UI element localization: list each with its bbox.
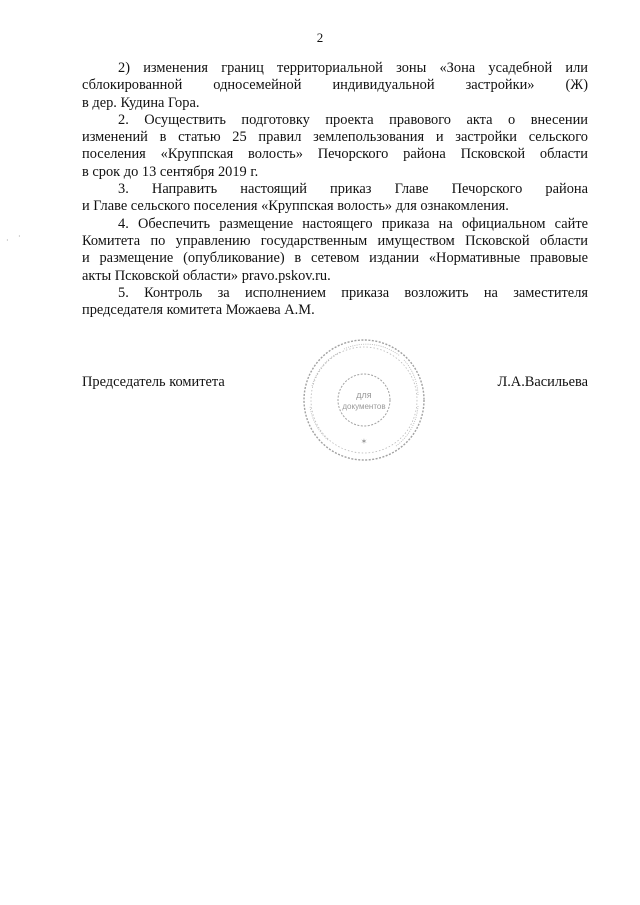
stamp-center-text: документов <box>342 402 386 411</box>
signatory-name: Л.А.Васильева <box>497 374 588 390</box>
text-line: и Главе сельского поселения «Круппская волость» для ознакомления. <box>82 198 509 215</box>
paragraph-item-2-subitem <box>82 60 588 112</box>
text-line: изменений в статью 25 правил землепользования и застройки сельского <box>82 129 588 146</box>
page-number: 2 <box>316 30 324 45</box>
text-line: 5. Контроль за исполнением приказа возложить на заместителя <box>118 284 588 301</box>
text-line: поселения «Круппская волость» Печорского района Псковской области <box>82 146 588 163</box>
text-line: 3. Направить настоящий приказ Главе Печорского района <box>118 181 588 198</box>
text-line: и размещение (опубликование) в сетевом издании «Нормативные правовые <box>82 250 588 267</box>
document-body <box>82 60 588 319</box>
paragraph-item-2 <box>82 112 588 181</box>
text-line: в срок до 13 сентября 2019 г. <box>82 163 259 180</box>
text-line: 2. Осуществить подготовку проекта правового акта о внесении <box>118 111 588 128</box>
text-line: председателя комитета Можаева А.М. <box>82 302 315 319</box>
text-line: 4. Обеспечить размещение настоящего приказа на официальном сайте <box>118 215 588 232</box>
text-line: 2) изменения границ территориальной зоны «Зона усадебной или <box>118 60 588 76</box>
text-line: акты Псковской области» pravo.pskov.ru. <box>82 267 331 284</box>
stamp-star: ✶ <box>360 437 368 446</box>
official-stamp <box>300 336 428 464</box>
text-line: Комитета по управлению государственным имуществом Псковской области <box>82 232 588 249</box>
scan-speck: · <box>18 232 21 241</box>
paragraph-item-4 <box>82 216 588 285</box>
scan-speck: · <box>6 236 9 245</box>
stamp-center-text: для <box>356 390 372 400</box>
text-line: сблокированной односемейной индивидуальной застройки» (Ж) <box>82 77 588 94</box>
text-line: в дер. Кудина Гора. <box>82 94 200 111</box>
signature-block <box>82 374 588 391</box>
paragraph-item-3 <box>82 181 588 216</box>
signatory-position: Председатель комитета <box>82 374 225 390</box>
paragraph-item-5 <box>82 285 588 320</box>
